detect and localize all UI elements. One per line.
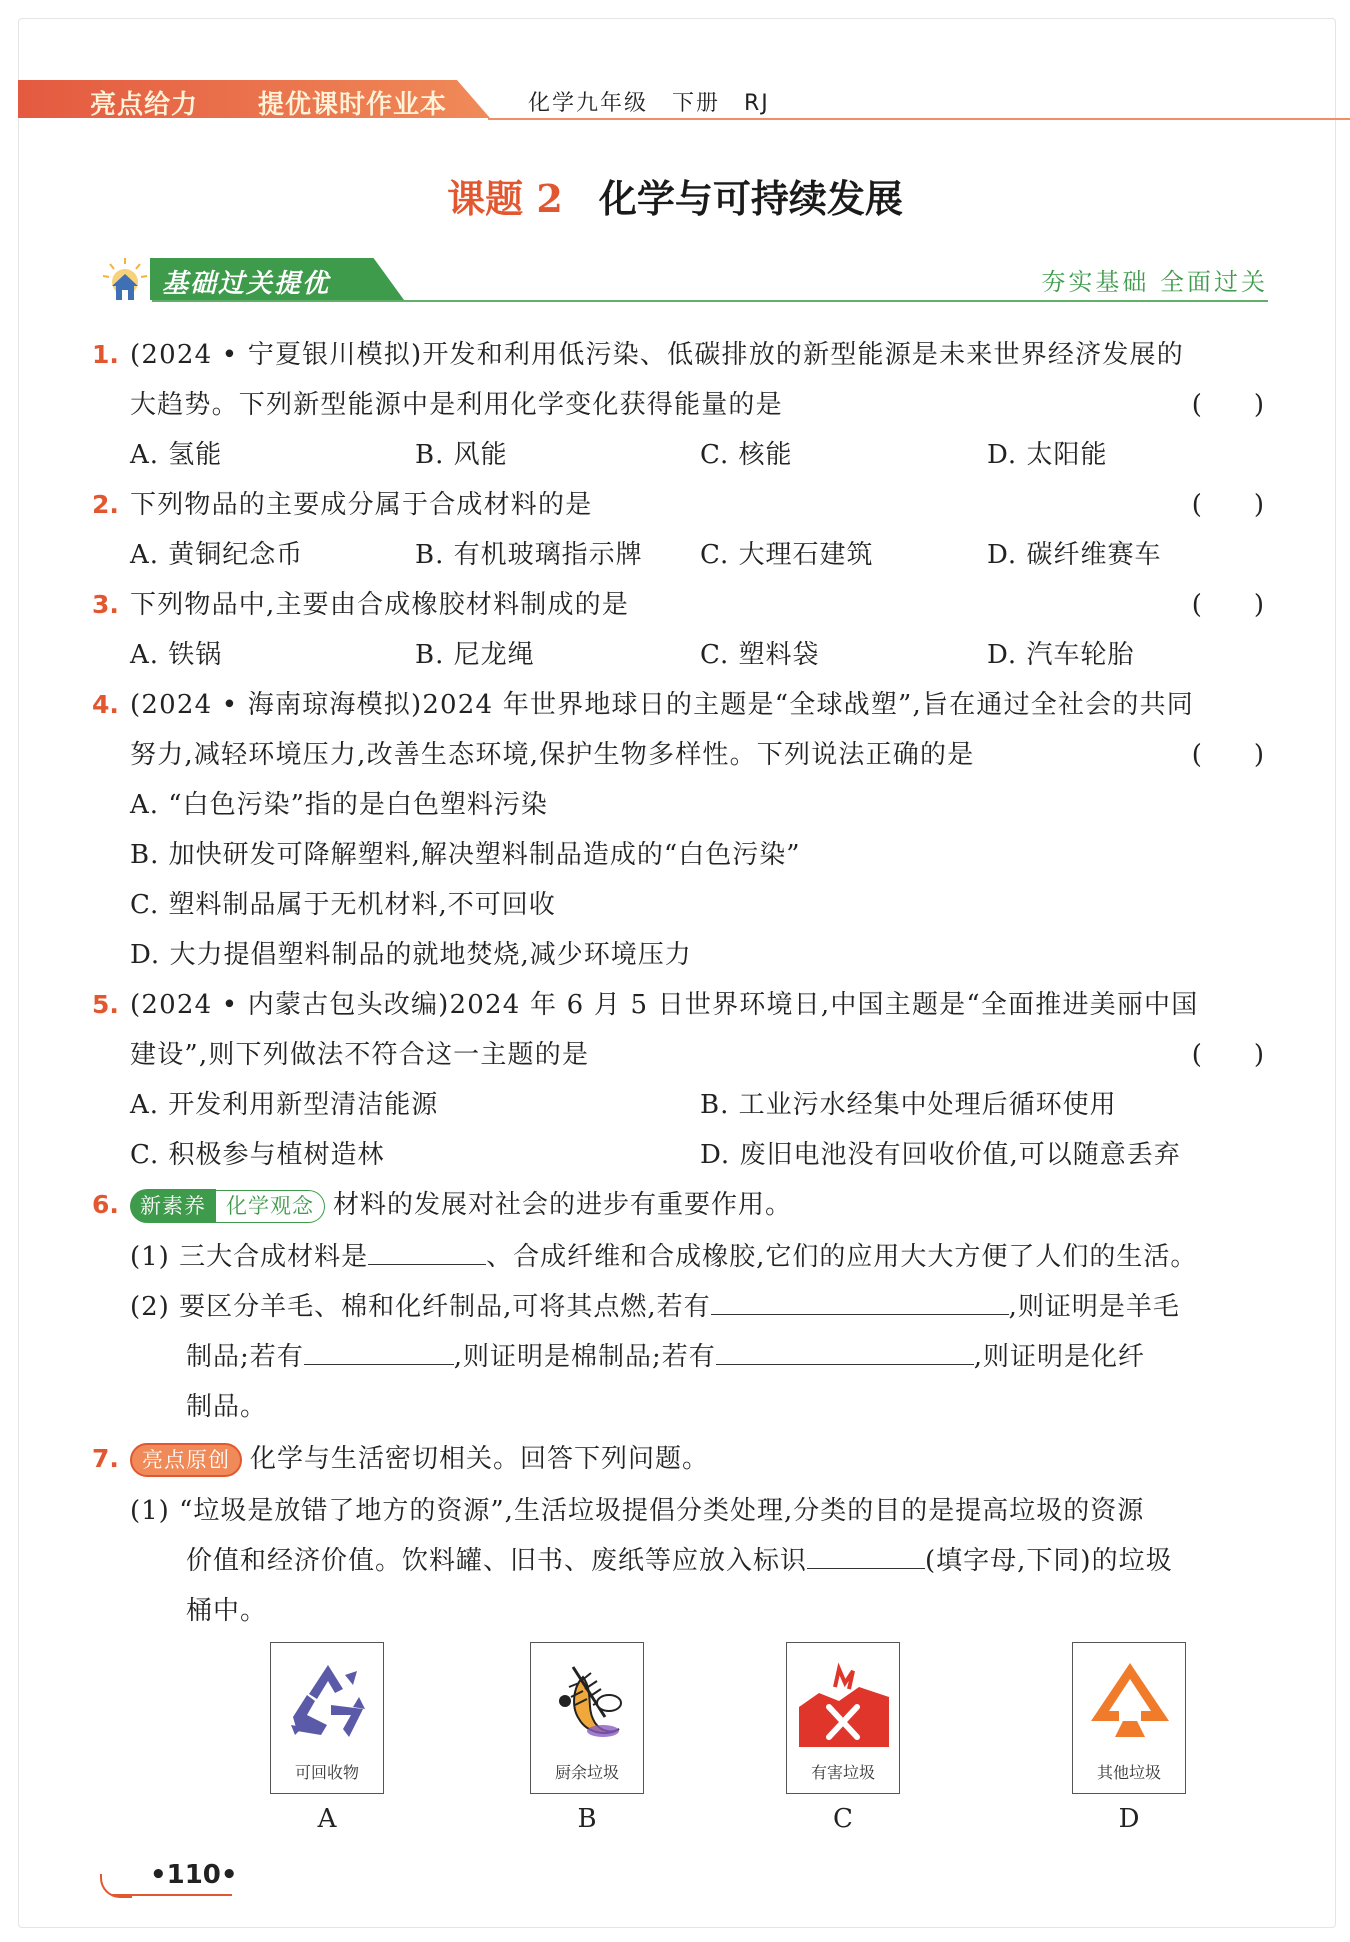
sub-text: ,则证明是棉制品;若有 (453, 1342, 716, 1372)
bin-other-waste (1072, 1642, 1186, 1794)
bin-letter: D (1118, 1804, 1140, 1834)
header-series: 提优课时作业本 (258, 90, 448, 120)
bin-kitchen-waste (530, 1642, 644, 1794)
badge-original: 亮点原创 (130, 1443, 242, 1477)
header-subject: 化学九年级 下册 RJ (528, 91, 770, 116)
page-number-rule (112, 1894, 232, 1896)
question-number: 5. (92, 990, 119, 1019)
bin-letter: C (833, 1804, 853, 1834)
option-d: D. 碳纤维赛车 (987, 540, 1162, 570)
question-number: 2. (92, 490, 119, 519)
bin-letter: B (577, 1804, 597, 1834)
question-text: 下列物品中,主要由合成橡胶材料制成的是 (130, 590, 630, 620)
option-a: A. 开发利用新型清洁能源 (130, 1090, 439, 1120)
option-c: C. 大理石建筑 (700, 540, 874, 570)
answer-blank[interactable] (807, 1538, 925, 1569)
option-b: B. 加快研发可降解塑料,解决塑料制品造成的“白色污染” (130, 840, 801, 870)
sub-text: 制品;若有 (186, 1342, 304, 1372)
bin-recyclable (270, 1642, 384, 1794)
sub-text: (1) 三大合成材料是 (130, 1242, 369, 1272)
house-sun-icon (100, 256, 150, 304)
option-d: D. 废旧电池没有回收价值,可以随意丢弃 (700, 1140, 1181, 1170)
bin-letter: A (317, 1804, 337, 1834)
option-c: C. 积极参与植树造林 (130, 1140, 385, 1170)
question-text: 化学与生活密切相关。回答下列问题。 (250, 1444, 710, 1474)
question-stem (130, 1434, 709, 1484)
sub-question-1 (130, 1232, 1197, 1282)
sub-text: (1) “垃圾是放错了地方的资源”,生活垃圾提倡分类处理,分类的目的是提高垃圾的资源 (130, 1496, 1145, 1526)
option-d: D. 太阳能 (987, 440, 1108, 470)
section-tab-label: 基础过关提优 (162, 269, 331, 299)
sub-text: ,则证明是羊毛 (1008, 1292, 1180, 1322)
question-text: 下列物品的主要成分属于合成材料的是 (130, 490, 593, 520)
sub-question-2 (130, 1282, 1180, 1332)
page-header (18, 76, 1338, 122)
section-banner (92, 254, 1268, 304)
answer-blank[interactable] (711, 1284, 1009, 1315)
badge-chem-concept: 化学观念 (216, 1190, 325, 1223)
question-number: 6. (92, 1190, 119, 1219)
answer-paren: ( ) (1191, 1040, 1264, 1070)
option-c: C. 核能 (700, 440, 793, 470)
answer-blank[interactable] (304, 1334, 454, 1365)
bin-caption: 厨余垃圾 (554, 1763, 619, 1782)
option-b: B. 工业污水经集中处理后循环使用 (700, 1090, 1117, 1120)
question-text: (2024 • 宁夏银川模拟)开发和利用低污染、低碳排放的新型能源是未来世界经济发展的 (130, 340, 1184, 370)
fish-bone-icon (543, 1657, 633, 1751)
answer-blank[interactable] (368, 1234, 486, 1265)
option-a: A. 氢能 (130, 440, 223, 470)
answer-paren: ( ) (1191, 740, 1264, 770)
sub-text: (2) 要区分羊毛、棉和化纤制品,可将其点燃,若有 (130, 1292, 711, 1322)
sub-text: (填字母,下同)的垃圾 (925, 1546, 1173, 1576)
question-text: 努力,减轻环境压力,改善生态环境,保护生物多样性。下列说法正确的是 (130, 740, 975, 770)
answer-paren: ( ) (1191, 590, 1264, 620)
sub-question-1-cont (186, 1536, 1173, 1586)
sub-text: 价值和经济价值。饮料罐、旧书、废纸等应放入标识 (186, 1546, 808, 1576)
answer-paren: ( ) (1191, 390, 1264, 420)
question-text: (2024 • 海南琼海模拟)2024 年世界地球日的主题是“全球战塑”,旨在通过全社会的共同 (130, 690, 1195, 720)
section-slogan: 夯实基础 全面过关 (1041, 268, 1268, 296)
question-stem (130, 1180, 792, 1230)
page-number: •110• (150, 1860, 238, 1890)
option-c: C. 塑料制品属于无机材料,不可回收 (130, 890, 556, 920)
header-rule (488, 118, 1350, 120)
lesson-title (0, 168, 1350, 223)
option-d: D. 大力提倡塑料制品的就地焚烧,减少环境压力 (130, 940, 692, 970)
question-number: 4. (92, 690, 119, 719)
question-text: (2024 • 内蒙古包头改编)2024 年 6 月 5 日世界环境日,中国主题是“全面推进美丽中国 (130, 990, 1199, 1020)
question-number: 3. (92, 590, 119, 619)
bin-caption: 可回收物 (294, 1763, 359, 1782)
sub-text: 桶中。 (186, 1596, 268, 1626)
option-a: A. 黄铜纪念币 (130, 540, 304, 570)
answer-blank[interactable] (716, 1334, 974, 1365)
sub-text: ,则证明是化纤 (973, 1342, 1146, 1372)
question-number: 1. (92, 340, 119, 369)
bin-caption: 其他垃圾 (1096, 1763, 1161, 1782)
header-brand: 亮点给力 (90, 90, 199, 120)
bin-hazardous (786, 1642, 900, 1794)
badge-new-literacy: 新素养 (130, 1189, 216, 1223)
option-a: A. 铁锅 (130, 640, 223, 670)
option-b: B. 风能 (415, 440, 508, 470)
option-c: C. 塑料袋 (700, 640, 820, 670)
sub-text: 制品。 (186, 1392, 268, 1422)
sub-question-2-cont (186, 1332, 1145, 1382)
answer-paren: ( ) (1191, 490, 1264, 520)
bin-caption: 有害垃圾 (810, 1763, 875, 1782)
recycle-icon (283, 1657, 373, 1751)
section-rule (152, 300, 1268, 302)
option-a: A. “白色污染”指的是白色塑料污染 (130, 790, 548, 820)
question-text: 大趋势。下列新型能源中是利用化学变化获得能量的是 (130, 390, 783, 420)
option-b: B. 尼龙绳 (415, 640, 535, 670)
question-text: 材料的发展对社会的进步有重要作用。 (333, 1190, 793, 1220)
option-b: B. 有机玻璃指示牌 (415, 540, 643, 570)
question-text: 建设”,则下列做法不符合这一主题的是 (130, 1040, 590, 1070)
other-waste-icon (1085, 1657, 1175, 1751)
sub-text: 、合成纤维和合成橡胶,它们的应用大大方便了人们的生活。 (486, 1242, 1198, 1272)
lesson-number: 课题 2 (447, 176, 563, 221)
lesson-name: 化学与可持续发展 (598, 176, 903, 221)
question-number: 7. (92, 1444, 119, 1473)
hazard-icon (799, 1657, 889, 1751)
option-d: D. 汽车轮胎 (987, 640, 1135, 670)
